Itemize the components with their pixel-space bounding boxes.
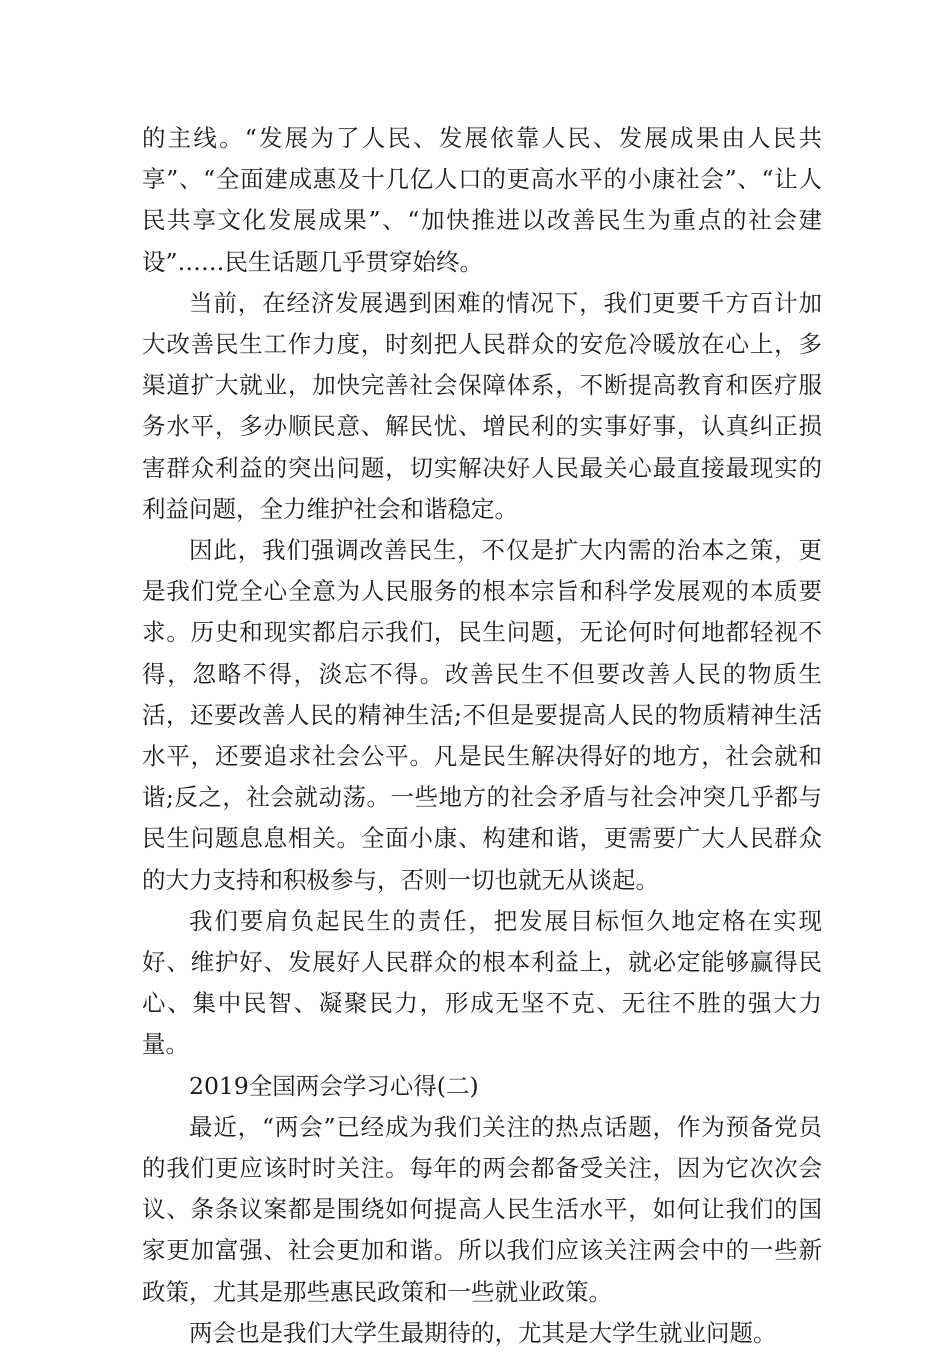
paragraph: 因此，我们强调改善民生，不仅是扩大内需的治本之策，更是我们党全心全意为人民服务的根本宗旨和科学发展观的本质要求。历史和现实都启示我们，民生问题，无论何时何地都轻视不得，忽略不得，淡忘不得。改善民生不但要改善人民的物质生活，还要改善人民的精神生活;不但是要提高人民的物质精神生活水平，还要追求社会公平。凡是民生解决得好的地方，社会就和谐;反之，社会就动荡。一些地方的社会矛盾与社会冲突几乎都与民生问题息息相关。全面小康、构建和谐，更需要广大人民群众的大力支持和积极参与，否则一切也就无从谈起。: [142, 536, 822, 894]
paragraph: 我们要肩负起民生的责任，把发展目标恒久地定格在实现好、维护好、发展好人民群众的根本利益上，就必定能够赢得民心、集中民智、凝聚民力，形成无坚不克、无往不胜的强大力量。: [142, 906, 822, 1059]
paragraph: 最近，“两会”已经成为我们关注的热点话题，作为预备党员的我们更应该时时关注。每年的两会都备受关注，因为它次次会议、条条议案都是围绕如何提高人民生活水平，如何让我们的国家更加富强、社会更加和谐。所以我们应该关注两会中的一些新政策，尤其是那些惠民政策和一些就业政策。: [142, 1112, 822, 1306]
document-body: [142, 118, 822, 1354]
paragraph: 当前，在经济发展遇到困难的情况下，我们更要千方百计加大改善民生工作力度，时刻把人民群众的安危冷暖放在心上，多渠道扩大就业，加快完善社会保障体系，不断提高教育和医疗服务水平，多办顺民意、解民忧、增民利的实事好事，认真纠正损害群众利益的突出问题，切实解决好人民最关心最直接最现实的利益问题，全力维护社会和谐稳定。: [142, 288, 822, 523]
section-heading: 2019全国两会学习心得(二): [189, 1071, 479, 1100]
paragraph: 两会也是我们大学生最期待的，尤其是大学生就业问题。: [189, 1318, 777, 1347]
paragraph-continued: 的主线。“发展为了人民、发展依靠人民、发展成果由人民共享”、“全面建成惠及十几亿人口的更高水平的小康社会”、“让人民共享文化发展成果”、“加快推进以改善民生为重点的社会建设”……民生话题几乎贯穿始终。: [142, 124, 822, 276]
